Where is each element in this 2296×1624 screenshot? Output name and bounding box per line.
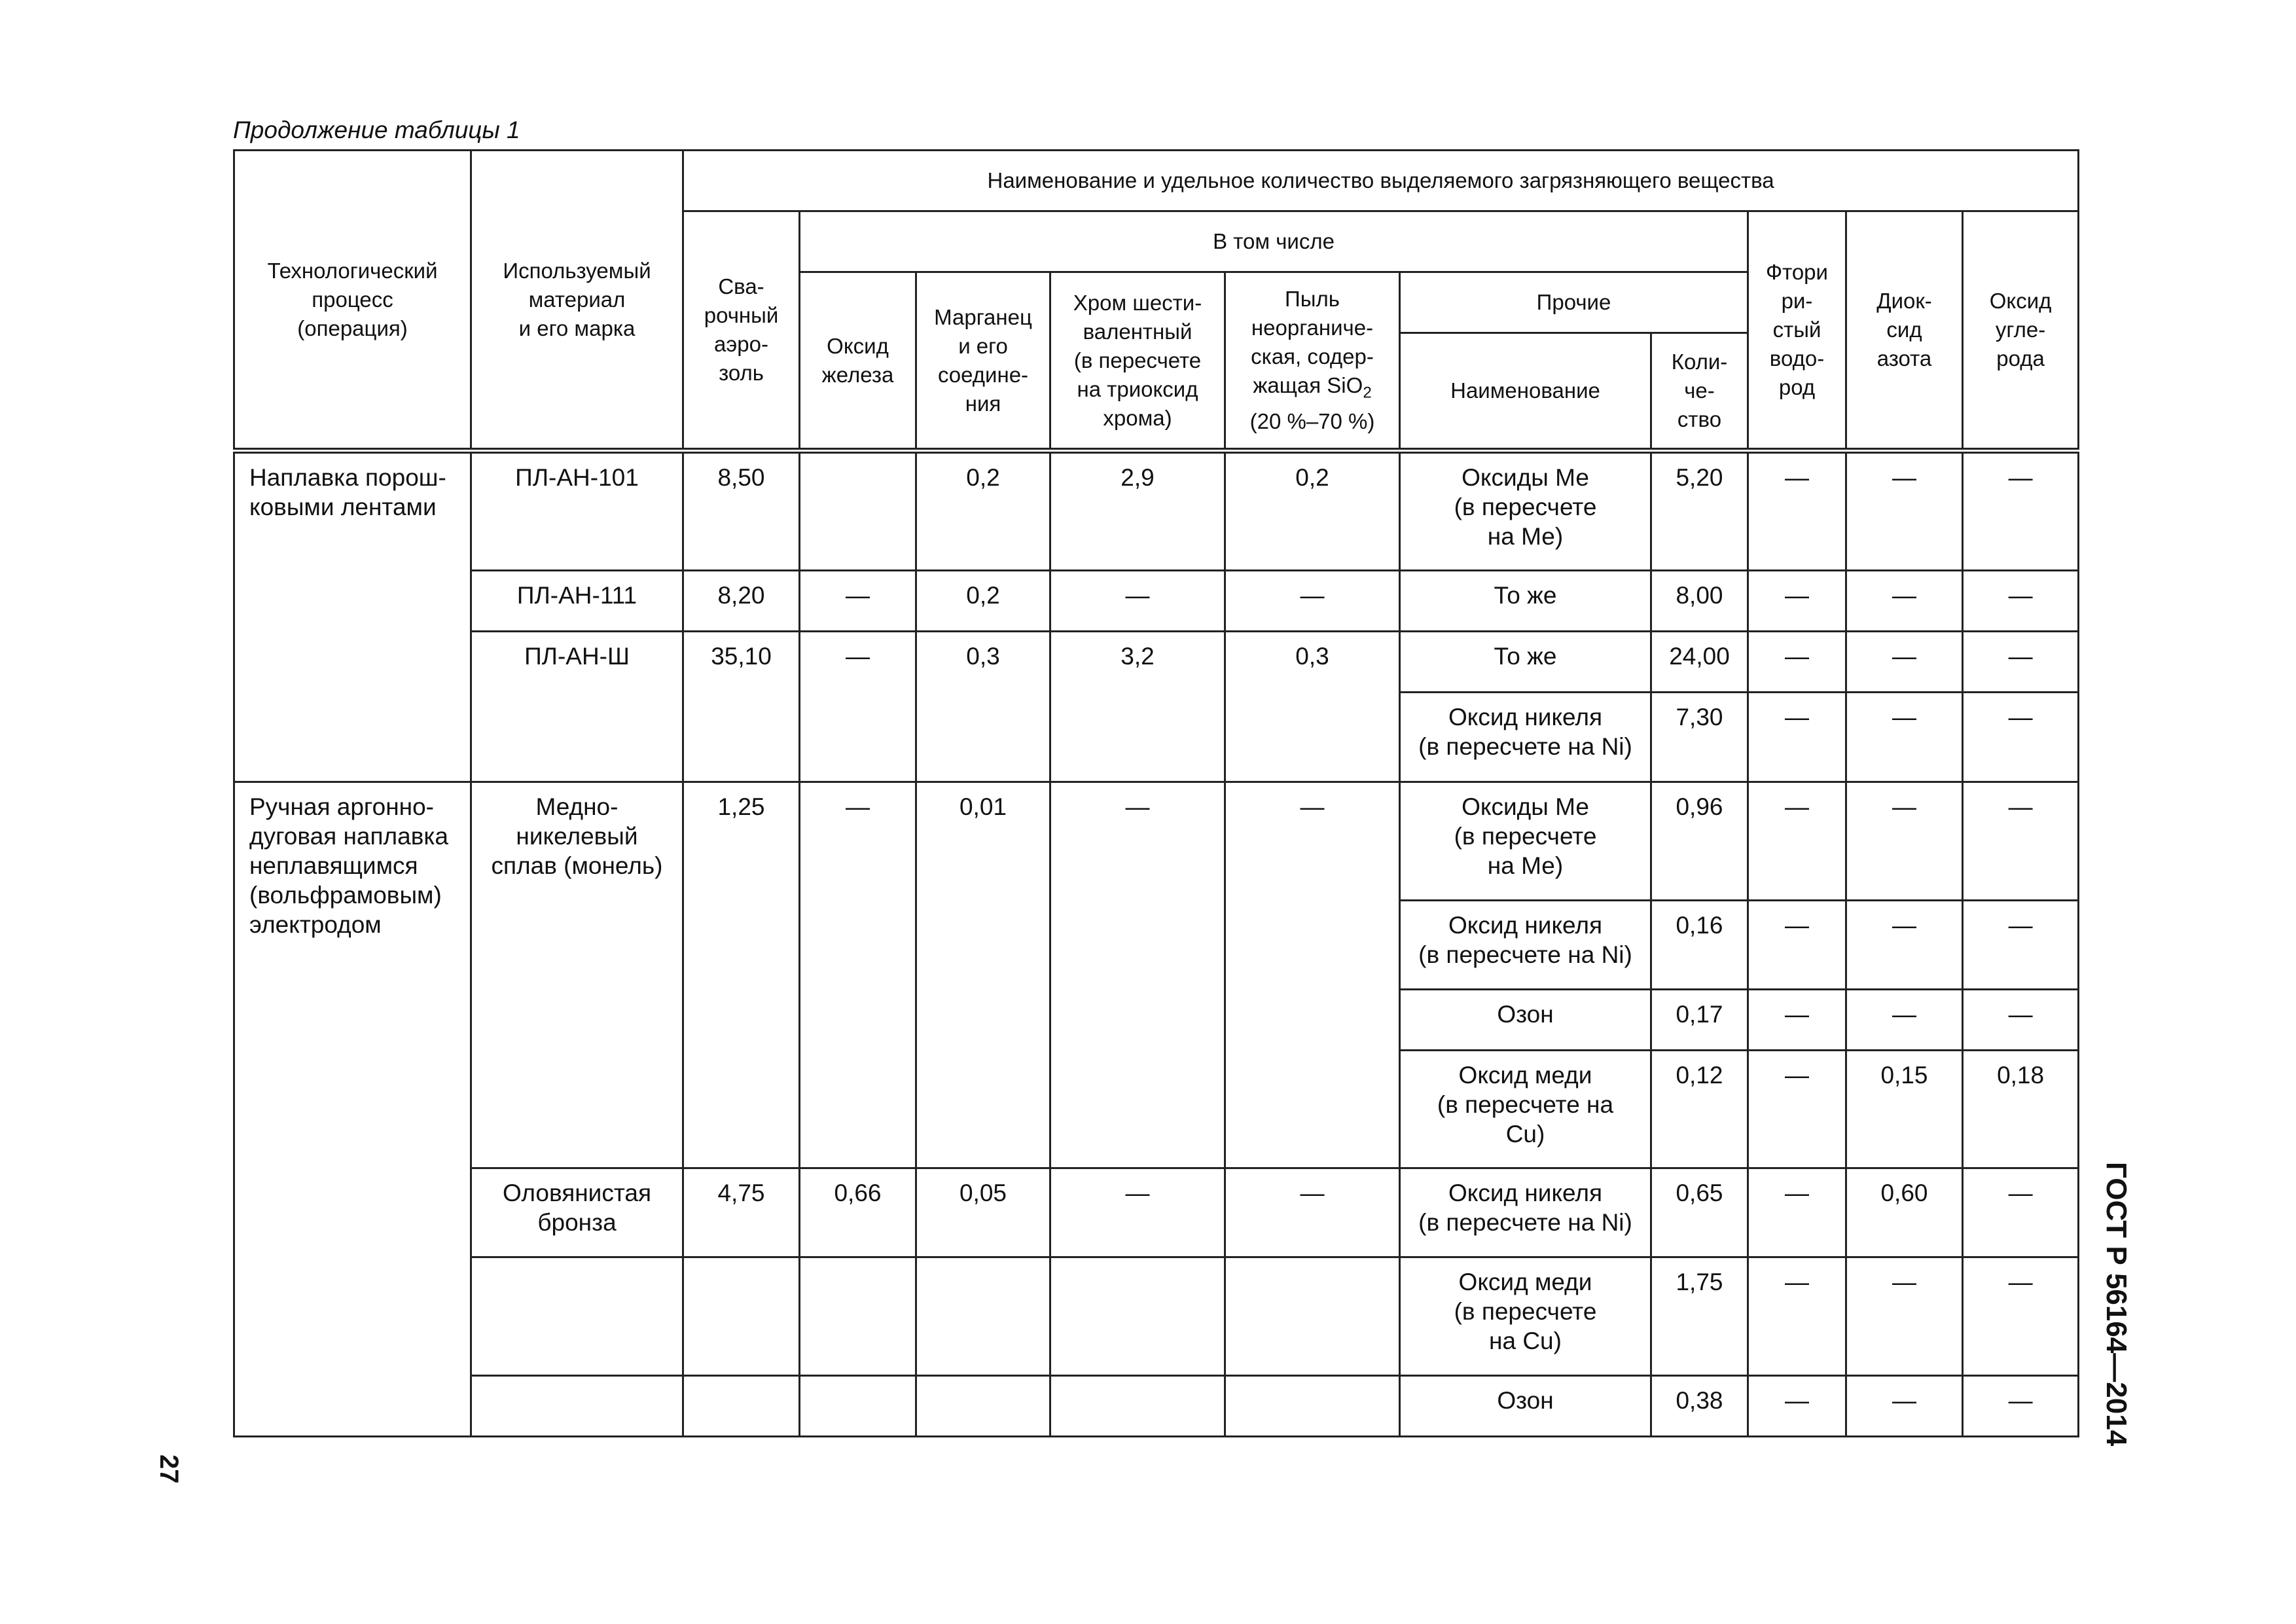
others-qty-cell: 0,65 xyxy=(1651,1168,1748,1257)
emissions-table xyxy=(233,149,2079,1437)
manganese-cell xyxy=(916,1376,1050,1437)
dust-cell: 0,2 xyxy=(1225,451,1400,571)
carbon-oxide-cell: — xyxy=(1963,1376,2079,1437)
nitrogen-dioxide-cell: — xyxy=(1846,693,1963,782)
header-carbon-oxide: Оксид угле- рода xyxy=(1963,211,2079,451)
carbon-oxide-cell: 0,18 xyxy=(1963,1051,2079,1168)
material-cell: ПЛ-АН-Ш xyxy=(471,632,683,782)
others-name-cell: Оксиды Ме (в пересчете на Ме) xyxy=(1400,451,1651,571)
carbon-oxide-cell: — xyxy=(1963,1257,2079,1376)
others-qty-cell: 0,16 xyxy=(1651,901,1748,990)
others-name-cell: Оксид никеля (в пересчете на Ni) xyxy=(1400,901,1651,990)
hydrogen-fluoride-cell: — xyxy=(1748,1376,1846,1437)
header-nitrogen-dioxide: Диок- сид азота xyxy=(1846,211,1963,451)
hydrogen-fluoride-cell: — xyxy=(1748,451,1846,571)
chromium-cell: — xyxy=(1050,1168,1225,1257)
dust-cell: 0,3 xyxy=(1225,632,1400,782)
others-qty-cell: 0,17 xyxy=(1651,990,1748,1051)
table-row xyxy=(234,782,2079,901)
others-qty-cell: 24,00 xyxy=(1651,632,1748,693)
others-qty-cell: 7,30 xyxy=(1651,693,1748,782)
aerosol-cell xyxy=(683,1257,800,1376)
material-cell: Медно- никелевый сплав (монель) xyxy=(471,782,683,1168)
manganese-cell: 0,2 xyxy=(916,451,1050,571)
material-cell xyxy=(471,1376,683,1437)
header-others: Прочие xyxy=(1400,272,1748,333)
carbon-oxide-cell: — xyxy=(1963,632,2079,693)
hydrogen-fluoride-cell: — xyxy=(1748,990,1846,1051)
others-name-cell: Озон xyxy=(1400,990,1651,1051)
carbon-oxide-cell: — xyxy=(1963,571,2079,632)
iron-oxide-cell xyxy=(800,1376,916,1437)
iron-oxide-cell: 0,66 xyxy=(800,1168,916,1257)
carbon-oxide-cell: — xyxy=(1963,693,2079,782)
hydrogen-fluoride-cell: — xyxy=(1748,693,1846,782)
others-qty-cell: 0,12 xyxy=(1651,1051,1748,1168)
header-hydrogen-fluoride: Фтори ри- стый водо- род xyxy=(1748,211,1846,451)
chromium-cell: — xyxy=(1050,571,1225,632)
nitrogen-dioxide-cell: — xyxy=(1846,571,1963,632)
aerosol-cell xyxy=(683,1376,800,1437)
nitrogen-dioxide-cell: — xyxy=(1846,1376,1963,1437)
table-row xyxy=(234,571,2079,632)
header-chromium: Хром шести- валентный (в пересчете на триоксид хрома) xyxy=(1050,272,1225,451)
process-cell: Наплавка порош- ковыми лентами xyxy=(234,451,471,782)
header-material: Используемый материал и его марка xyxy=(471,151,683,451)
material-cell: ПЛ-АН-101 xyxy=(471,451,683,571)
header-aerosol: Сва- рочный аэро- золь xyxy=(683,211,800,451)
header-process: Технологический процесс (операция) xyxy=(234,151,471,451)
others-name-cell: То же xyxy=(1400,571,1651,632)
carbon-oxide-cell: — xyxy=(1963,782,2079,901)
others-name-cell: Оксиды Ме (в пересчете на Ме) xyxy=(1400,782,1651,901)
dust-cell xyxy=(1225,1376,1400,1437)
header-dust-subscript: 2 xyxy=(1363,384,1372,402)
dust-cell: — xyxy=(1225,782,1400,1168)
table-caption: Продолжение таблицы 1 xyxy=(233,117,520,143)
hydrogen-fluoride-cell: — xyxy=(1748,571,1846,632)
chromium-cell: 2,9 xyxy=(1050,451,1225,571)
nitrogen-dioxide-cell: 0,60 xyxy=(1846,1168,1963,1257)
carbon-oxide-cell: — xyxy=(1963,990,2079,1051)
dust-cell: — xyxy=(1225,571,1400,632)
dust-cell: — xyxy=(1225,1168,1400,1257)
manganese-cell: 0,3 xyxy=(916,632,1050,782)
carbon-oxide-cell: — xyxy=(1963,451,2079,571)
manganese-cell xyxy=(916,1257,1050,1376)
material-cell: Оловянистая бронза xyxy=(471,1168,683,1257)
others-name-cell: Оксид никеля (в пересчете на Ni) xyxy=(1400,693,1651,782)
aerosol-cell: 1,25 xyxy=(683,782,800,1168)
others-qty-cell: 5,20 xyxy=(1651,451,1748,571)
header-others-qty: Коли- че- ство xyxy=(1651,333,1748,451)
process-cell: Ручная аргонно- дуговая наплавка неплавящимся (вольфрамовым) электродом xyxy=(234,782,471,1437)
carbon-oxide-cell: — xyxy=(1963,901,2079,990)
carbon-oxide-cell: — xyxy=(1963,1168,2079,1257)
header-iron-oxide: Оксид железа xyxy=(800,272,916,451)
table-row xyxy=(234,1376,2079,1437)
hydrogen-fluoride-cell: — xyxy=(1748,632,1846,693)
others-qty-cell: 0,96 xyxy=(1651,782,1748,901)
chromium-cell: 3,2 xyxy=(1050,632,1225,782)
others-name-cell: Оксид меди (в пересчете на Cu) xyxy=(1400,1257,1651,1376)
chromium-cell xyxy=(1050,1257,1225,1376)
table-row xyxy=(234,1168,2079,1257)
others-qty-cell: 8,00 xyxy=(1651,571,1748,632)
aerosol-cell: 4,75 xyxy=(683,1168,800,1257)
table-row xyxy=(234,632,2079,693)
nitrogen-dioxide-cell: — xyxy=(1846,782,1963,901)
hydrogen-fluoride-cell: — xyxy=(1748,1051,1846,1168)
aerosol-cell: 8,50 xyxy=(683,451,800,571)
header-including: В том числе xyxy=(800,211,1748,272)
material-cell: ПЛ-АН-111 xyxy=(471,571,683,632)
chromium-cell xyxy=(1050,1376,1225,1437)
table-row xyxy=(234,1257,2079,1376)
nitrogen-dioxide-cell: — xyxy=(1846,990,1963,1051)
others-name-cell: То же xyxy=(1400,632,1651,693)
aerosol-cell: 35,10 xyxy=(683,632,800,782)
header-manganese: Марганец и его соедине- ния xyxy=(916,272,1050,451)
chromium-cell: — xyxy=(1050,782,1225,1168)
iron-oxide-cell: — xyxy=(800,571,916,632)
others-qty-cell: 0,38 xyxy=(1651,1376,1748,1437)
manganese-cell: 0,01 xyxy=(916,782,1050,1168)
iron-oxide-cell: — xyxy=(800,782,916,1168)
table-row xyxy=(234,451,2079,571)
page-number: 27 xyxy=(154,1454,183,1484)
others-qty-cell: 1,75 xyxy=(1651,1257,1748,1376)
nitrogen-dioxide-cell: — xyxy=(1846,451,1963,571)
manganese-cell: 0,2 xyxy=(916,571,1050,632)
header-others-name: Наименование xyxy=(1400,333,1651,451)
hydrogen-fluoride-cell: — xyxy=(1748,901,1846,990)
manganese-cell: 0,05 xyxy=(916,1168,1050,1257)
nitrogen-dioxide-cell: — xyxy=(1846,901,1963,990)
others-name-cell: Оксид никеля (в пересчете на Ni) xyxy=(1400,1168,1651,1257)
material-cell xyxy=(471,1257,683,1376)
hydrogen-fluoride-cell: — xyxy=(1748,782,1846,901)
iron-oxide-cell xyxy=(800,1257,916,1376)
iron-oxide-cell xyxy=(800,451,916,571)
iron-oxide-cell: — xyxy=(800,632,916,782)
hydrogen-fluoride-cell: — xyxy=(1748,1168,1846,1257)
aerosol-cell: 8,20 xyxy=(683,571,800,632)
header-group-title: Наименование и удельное количество выделяемого загрязняющего вещества xyxy=(683,151,2079,211)
hydrogen-fluoride-cell: — xyxy=(1748,1257,1846,1376)
others-name-cell: Озон xyxy=(1400,1376,1651,1437)
others-name-cell: Оксид меди (в пересчете на Cu) xyxy=(1400,1051,1651,1168)
dust-cell xyxy=(1225,1257,1400,1376)
nitrogen-dioxide-cell: 0,15 xyxy=(1846,1051,1963,1168)
nitrogen-dioxide-cell: — xyxy=(1846,632,1963,693)
document-standard-title: ГОСТ Р 56164—2014 xyxy=(2100,1162,2132,1447)
header-dust: Пыль неорганиче- ская, содер- жащая SiO$_2$ (20 %–70 %) xyxy=(1225,272,1400,451)
nitrogen-dioxide-cell: — xyxy=(1846,1257,1963,1376)
